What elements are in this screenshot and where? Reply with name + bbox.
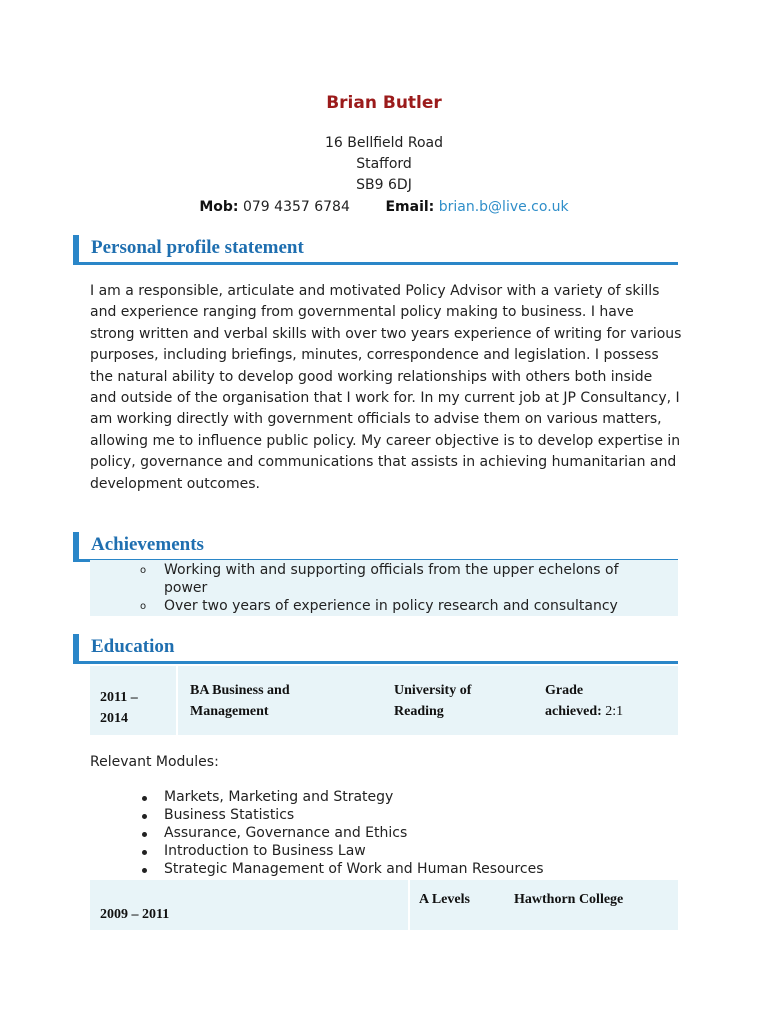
section-accent-bar — [73, 532, 79, 560]
bullet-icon — [142, 832, 147, 837]
profile-statement: I am a responsible, articulate and motivated Policy Advisor with a variety of skills and experience ranging from governmental policy making to business. I have strong written and verbal skills with over two years experience of writing for various purposes, including briefings, minutes, correspondence and legislation. I possess the natural ability to develop good working relationships with others both inside and outside of the organisation that I work for. In my current job at JP Consultancy, I am working directly with government officials to advise them on various matters, allowing me to influence public policy. My career objective is to develop expertise in policy, governance and communications that assists in achieving humanitarian and development outcomes. — [90, 283, 682, 492]
mobile-label: Mob: — [199, 199, 239, 215]
profile-section-header — [73, 235, 678, 265]
education-degree: A Levels — [419, 892, 470, 907]
achievements-section-header — [73, 532, 678, 562]
address-postcode: SB9 6DJ — [356, 177, 412, 193]
address-town: Stafford — [356, 156, 412, 172]
education-section-header — [73, 634, 678, 664]
module-item: Strategic Management of Work and Human Resources — [164, 861, 544, 877]
bullet-icon — [142, 796, 147, 801]
cell-divider — [176, 666, 178, 735]
email-label: Email: — [385, 199, 435, 215]
hollow-bullet-icon: o — [140, 565, 147, 576]
education-heading: Education — [91, 636, 175, 657]
modules-label: Relevant Modules: — [90, 754, 219, 770]
module-item: Markets, Marketing and Strategy — [164, 789, 394, 805]
bullet-icon — [142, 814, 147, 819]
education-row — [90, 666, 678, 735]
education-grade: Grade achieved: 2:1 — [545, 683, 624, 719]
section-rule — [73, 262, 678, 265]
candidate-name: Brian Butler — [326, 93, 442, 113]
module-item: Assurance, Governance and Ethics — [164, 825, 408, 841]
mobile-number: 079 4357 6784 — [242, 199, 350, 215]
profile-heading: Personal profile statement — [91, 237, 304, 258]
section-accent-bar — [73, 235, 79, 263]
education-years: 2009 – 2011 — [100, 907, 170, 922]
cell-divider — [408, 880, 410, 930]
contact-row — [0, 199, 768, 215]
section-rule — [73, 661, 678, 664]
achievements-heading: Achievements — [91, 534, 204, 555]
module-item: Introduction to Business Law — [164, 843, 366, 859]
achievement-item-line: power — [164, 580, 208, 596]
education-institution: Hawthorn College — [514, 892, 624, 907]
education-institution: University of Reading — [394, 683, 472, 719]
hollow-bullet-icon: o — [140, 601, 147, 612]
education-degree: BA Business and Management — [190, 683, 290, 719]
module-item: Business Statistics — [164, 807, 295, 823]
address-street: 16 Bellfield Road — [324, 135, 444, 151]
education-years: 2011 – 2014 — [100, 690, 138, 726]
bullet-icon — [142, 850, 147, 855]
email-link[interactable]: brian.b@live.co.uk — [438, 199, 569, 215]
bullet-icon — [142, 868, 147, 873]
section-accent-bar — [73, 634, 79, 662]
achievement-item: Over two years of experience in policy research and consultancy — [164, 598, 618, 614]
achievement-item-line: Working with and supporting officials from the upper echelons of — [164, 562, 619, 578]
education-row — [90, 880, 678, 930]
